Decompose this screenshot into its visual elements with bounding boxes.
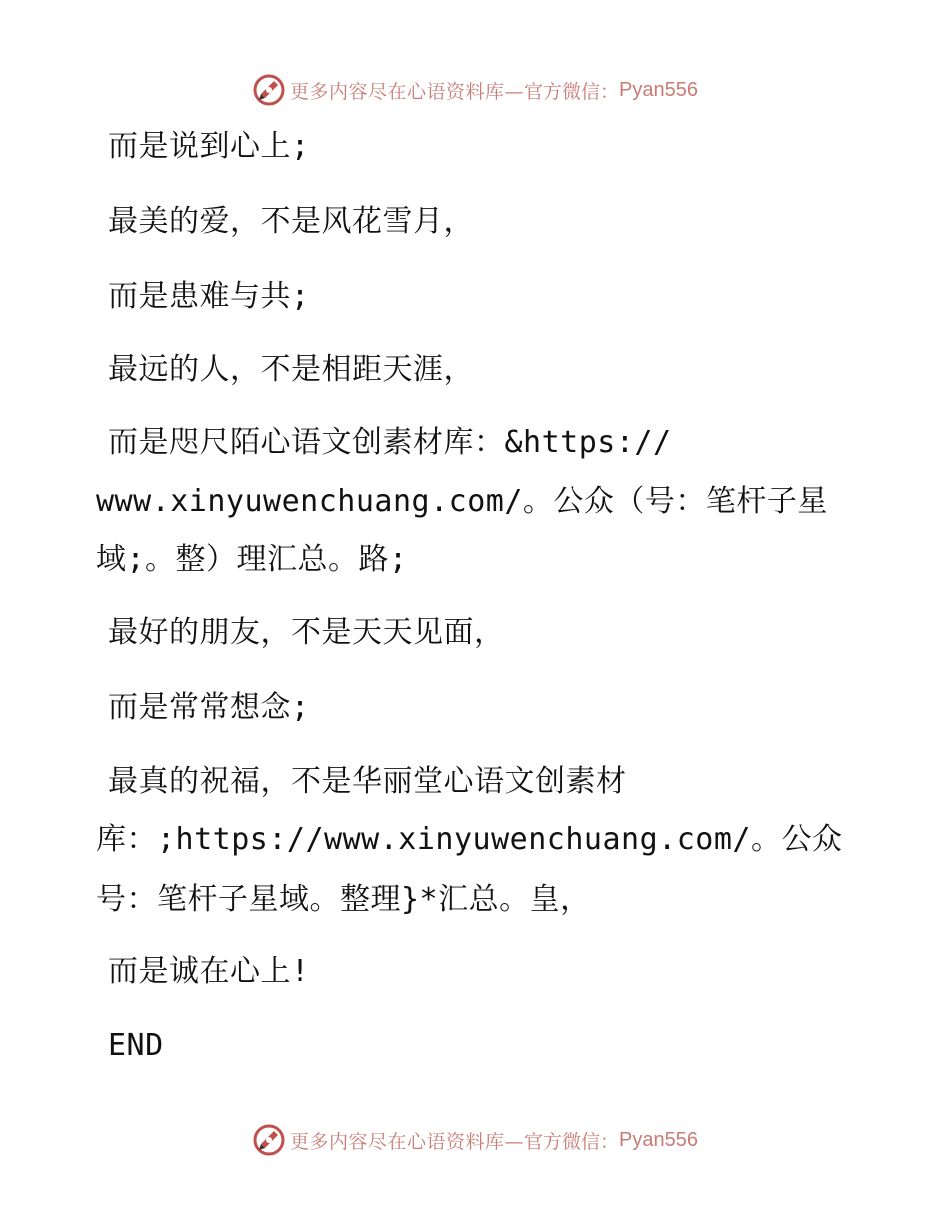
banner-wechat-label: 官方微信： bbox=[524, 1130, 620, 1153]
text-line: 而是患难与共; bbox=[108, 279, 310, 314]
footer-banner bbox=[0, 1120, 950, 1160]
banner-text: 更多内容尽在心语资料库— bbox=[290, 80, 525, 103]
text-line: 最好的朋友，不是天天见面， bbox=[108, 615, 505, 650]
text-line: 而是咫尺陌心语文创素材库：&https:// bbox=[108, 425, 672, 460]
banner-wechat-label: 官方微信： bbox=[524, 80, 620, 103]
banner-wechat-id: Pyan556 bbox=[619, 78, 698, 101]
text-line: 而是诚在心上! bbox=[108, 954, 310, 989]
text-line: 而是说到心上; bbox=[108, 129, 310, 164]
text-line: 域;。整）理汇总。路; bbox=[96, 542, 408, 577]
brand-logo-icon bbox=[252, 1123, 286, 1157]
text-line: 最远的人，不是相距天涯， bbox=[108, 352, 474, 387]
text-line: 库：;https://www.xinyuwenchuang.com/。公众 bbox=[96, 822, 843, 857]
banner-wechat-id: Pyan556 bbox=[619, 1128, 698, 1151]
text-line: 最美的爱，不是风花雪月， bbox=[108, 204, 474, 239]
text-line: 而是常常想念; bbox=[108, 690, 310, 725]
text-line: 号：笔杆子星域。整理}*汇总。皇， bbox=[96, 882, 591, 917]
text-line: 最真的祝福，不是华丽堂心语文创素材 bbox=[108, 764, 627, 799]
banner-text: 更多内容尽在心语资料库— bbox=[290, 1130, 525, 1153]
text-line: www.xinyuwenchuang.com/。公众（号：笔杆子星 bbox=[96, 484, 828, 519]
end-marker: END bbox=[108, 1028, 164, 1063]
